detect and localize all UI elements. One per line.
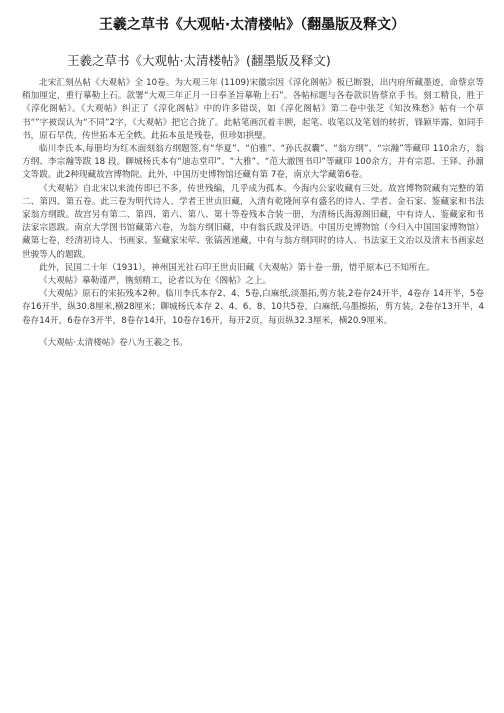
document-heading: 王羲之草书《大观帖·太清楼帖》(翻墨版及释文) [67,53,331,68]
paragraph: 北宋汇刻丛帖《大观帖》全 10卷。为大观三年 (1109)宋徽宗因《淳化阁帖》板已断裂，出内府所藏墨迹，命蔡京等稍加厘定，重行摹勒上石。款署“大观三年正月一日奉圣旨摹勒上石”。各帖标题与各卷款识皆蔡京手书。刻工精良，胜于《淳化阁帖》。《大观帖》纠正了《淳化阁帖》中的许多错误，如《淳化阁帖》第二卷中张芝《知汝殊愁》帖有一个草书“”字被误认为“不同”2字，《大观帖》把它合拢了。此帖笔画沉着丰腴，起笔、收笔以及笔划的转折，锋颖毕露，如同手书，原石早佚，传世拓本无全帙。此拓本虽是残卷，但珍如拱璧。 [22,78,484,141]
paragraph: 临川李氏本,每册均为红木面刻翁方纲题签,有“华夏”、“伯雅”、“孙氏叔囊”、“翁方纲”、“宗瀚”等藏印 110余方，翁方纲、李宗瀚等跋 18 段。聊城杨氏本有“迪志堂印”、“大雅”、“范大澈图书印”等藏印 100余方，并有宗恩、王铎、孙鼐文等跋。此2种现藏故宫博物院。此外，中国历史博物馆还藏有第 7卷，南京大学藏第6卷。 [22,144,484,181]
paragraph: 《大观帖》自北宋以来流传即已不多，传世残编，几乎成为孤本。今海内公家收藏有三处。故宫博物院藏有完整的第二、第四、第五卷。此三卷为明代诗人、学者王世贞旧藏，入清有乾隆间享有盛名的诗人、学者、金石家、鉴藏家和书法家翁方纲跋。故宫另有第二、第四、第六、第八、第十等卷残本合装一册，为清杨氏海源阁旧藏，中有诗人、鉴藏家和书法家宗恩跋。南京大学图书馆藏第六卷，为翁方纲旧藏，中有翁氏跋及评语。中国历史博物馆（今归入中国国家博物馆）藏第七卷，经清初诗人、书画家、鉴藏家宋荦、张镐茜递藏，中有与翁方纲同时的诗人、书法家王文治以及清末书画家赵世骏等人的题跋。 [22,183,484,260]
paragraph: 《大观帖》原石的宋拓残本2种。临川李氏本存2、4、5卷,白麻纸,淡墨拓,剪方装,2卷存24开半，4卷存 14开半，5卷存16开半，纵30.8厘米,横28厘米；聊城杨氏本存 2、4、6、8、10共5卷，白麻纸,乌墨擦拓，剪方装，2卷存13开半，4卷存14开，6卷存3开半，8卷存14开，10卷存16开，每开2页，每页纵32.3厘米，横20.9厘米。 [22,289,484,326]
page-title: 王羲之草书《大观帖·太清楼帖》（翻墨版及释文） [98,17,406,33]
paragraph: 此外，民国二十年（1931），神州国光社石印王世贞旧藏《大观帖》第十卷一册，惜乎原本已不知所在。 [39,262,435,273]
paragraph: 《大观帖·太清楼帖》卷八为王羲之书。 [39,337,188,348]
paragraph: 《大观帖》摹勒谨严，镌刻精工，论者以为在《阁帖》之上。 [39,276,272,287]
document-body [22,77,484,350]
